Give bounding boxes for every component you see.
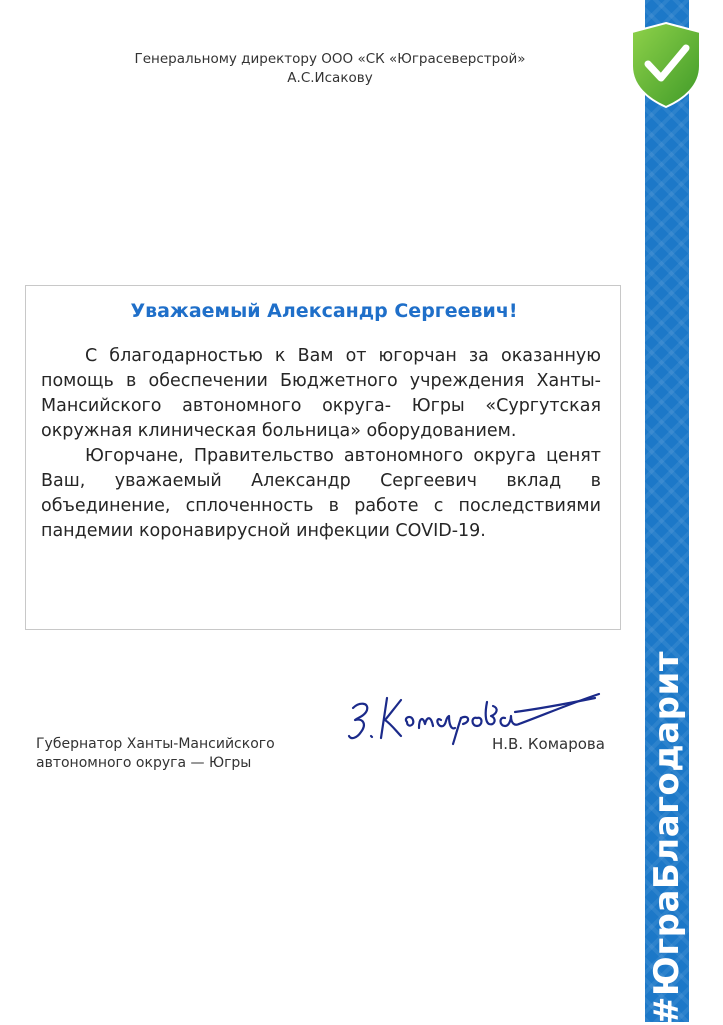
- signer-title: [36, 735, 336, 773]
- letter-box: [25, 285, 621, 630]
- signer-name: Н.В. Комарова: [492, 735, 605, 753]
- addressee-block: [60, 50, 600, 88]
- signer-title-line-2: автономного округа — Югры: [36, 755, 252, 771]
- letter-paragraph-1: С благодарностью к Вам от югорчан за оказанную помощь в обеспечении Бюджетного учреждения Ханты-Мансийского автономного округа- Югры «Сургутская окружная клиническая больница» оборудованием.: [41, 346, 601, 441]
- addressee-line-1: Генеральному директору ООО «СК «Юграсеверстрой»: [134, 51, 526, 67]
- salutation: Уважаемый Александр Сергеевич!: [130, 300, 518, 322]
- letter-paragraph-2: Югорчане, Правительство автономного округа ценят Ваш, уважаемый Александр Сергеевич вклад в объединение, сплоченность в работе с последствиями пандемии коронавирусной инфекции COVID-19.: [41, 446, 601, 541]
- check-shield-icon: [628, 20, 704, 110]
- letter-body: [41, 344, 601, 544]
- hashtag-label: #ЮграБлагодарит: [647, 650, 687, 1025]
- addressee-line-2: А.С.Исакову: [287, 70, 373, 86]
- signer-title-line-1: Губернатор Ханты-Мансийского: [36, 736, 275, 752]
